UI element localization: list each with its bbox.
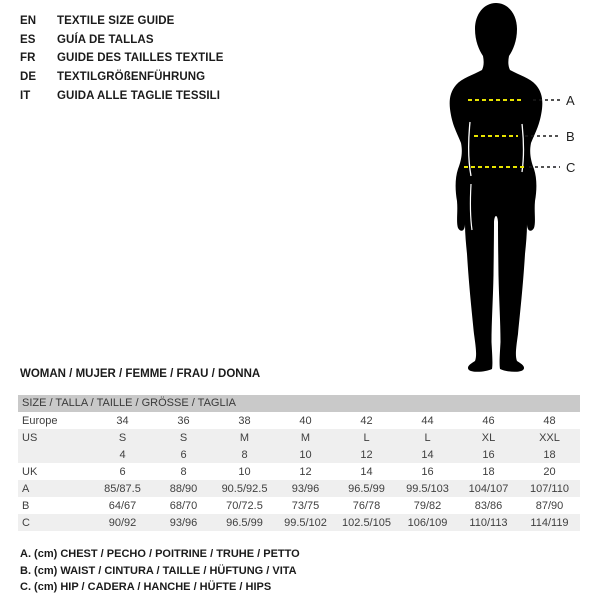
size-table — [18, 395, 580, 531]
size-value-cell: 16 — [421, 465, 434, 478]
size-value-cell: 110/113 — [469, 516, 508, 529]
size-value-cell: 34 — [116, 414, 129, 427]
guide-title: GUÍA DE TALLAS — [57, 33, 154, 46]
size-value-cell: 64/67 — [108, 499, 137, 512]
marker-label-chest: A — [566, 93, 575, 108]
size-value-cell: 12 — [360, 448, 373, 461]
size-value-cell: 99.5/103 — [406, 482, 449, 495]
table-group-title: WOMAN / MUJER / FEMME / FRAU / DONNA — [20, 368, 261, 380]
size-value-cell: 4 — [119, 448, 126, 461]
size-value-cell: XXL — [539, 431, 560, 444]
row-label: C — [22, 516, 30, 529]
guide-title: GUIDA ALLE TAGLIE TESSILI — [57, 89, 221, 102]
size-value-cell: 87/90 — [535, 499, 564, 512]
language-code: FR — [20, 52, 36, 65]
size-table-row — [18, 463, 580, 480]
size-value-cell: 114/119 — [530, 516, 569, 529]
size-value-cell: 73/75 — [291, 499, 320, 512]
size-value-cell: 8 — [241, 448, 248, 461]
size-value-cell: 36 — [177, 414, 190, 427]
size-value-cell: 76/78 — [352, 499, 381, 512]
language-code: IT — [20, 89, 31, 102]
size-value-cell: S — [179, 431, 188, 444]
size-table-row — [18, 429, 580, 446]
size-value-cell: 93/96 — [169, 516, 198, 529]
size-value-cell: 48 — [543, 414, 556, 427]
size-value-cell: 6 — [119, 465, 126, 478]
size-value-cell: 46 — [482, 414, 495, 427]
language-title-list — [20, 12, 224, 105]
size-value-cell: 90/92 — [108, 516, 137, 529]
size-value-cell: M — [300, 431, 311, 444]
marker-label-waist: B — [566, 129, 575, 144]
size-table-row — [18, 514, 580, 531]
size-value-cell: 10 — [299, 448, 312, 461]
size-value-cell: 18 — [482, 465, 495, 478]
language-row — [20, 31, 224, 50]
size-value-cell: 99.5/102 — [284, 516, 327, 529]
woman-silhouette — [450, 3, 543, 372]
legend-item-waist: B. (cm) WAIST / CINTURA / TAILLE / HÜFTUNG / VITA — [20, 564, 297, 577]
size-value-cell: 107/110 — [530, 482, 569, 495]
row-label: UK — [22, 465, 38, 478]
size-table-row — [18, 480, 580, 497]
size-value-cell: 104/107 — [468, 482, 509, 495]
guide-title: TEXTILE SIZE GUIDE — [57, 15, 175, 28]
size-value-cell: 102.5/105 — [342, 516, 391, 529]
size-value-cell: 106/109 — [407, 516, 448, 529]
language-row — [20, 68, 224, 87]
size-value-cell: 38 — [238, 414, 251, 427]
size-value-cell: 20 — [543, 465, 556, 478]
legend-item-chest: A. (cm) CHEST / PECHO / POITRINE / TRUHE / PETTO — [20, 548, 300, 560]
size-value-cell: 68/70 — [169, 499, 198, 512]
size-value-cell: 88/90 — [169, 482, 198, 495]
guide-title: TEXTILGRÖßENFÜHRUNG — [57, 71, 206, 84]
size-value-cell: 70/72.5 — [226, 499, 263, 512]
size-value-cell: 79/82 — [413, 499, 442, 512]
guide-title: GUIDE DES TAILLES TEXTILE — [57, 52, 224, 65]
row-label: B — [22, 499, 30, 512]
size-value-cell: 85/87.5 — [104, 482, 141, 495]
size-value-cell: 83/86 — [474, 499, 503, 512]
size-value-cell: L — [424, 431, 431, 444]
size-value-cell: M — [239, 431, 250, 444]
row-label: A — [22, 482, 30, 495]
language-row — [20, 86, 224, 105]
size-table-rows — [18, 412, 580, 531]
size-table-row — [18, 446, 580, 463]
size-value-cell: 96.5/99 — [226, 516, 263, 529]
size-value-cell: 96.5/99 — [348, 482, 385, 495]
size-value-cell: S — [118, 431, 127, 444]
language-code: DE — [20, 71, 37, 84]
woman-silhouette-figure — [435, 0, 600, 375]
size-value-cell: 44 — [421, 414, 434, 427]
size-value-cell: 12 — [299, 465, 312, 478]
size-value-cell: 14 — [360, 465, 373, 478]
measurement-legend — [20, 546, 300, 596]
language-row — [20, 49, 224, 68]
row-label: Europe — [22, 414, 58, 427]
language-code: ES — [20, 33, 36, 46]
size-table-row — [18, 412, 580, 429]
size-value-cell: 16 — [482, 448, 495, 461]
language-row — [20, 12, 224, 31]
size-value-cell: 14 — [421, 448, 434, 461]
size-value-cell: 42 — [360, 414, 373, 427]
marker-label-hip: C — [566, 160, 576, 175]
size-value-cell: 93/96 — [291, 482, 320, 495]
size-value-cell: 40 — [299, 414, 312, 427]
language-code: EN — [20, 15, 37, 28]
size-value-cell: 8 — [180, 465, 187, 478]
size-table-row — [18, 497, 580, 514]
size-value-cell: 6 — [180, 448, 187, 461]
legend-item-hip: C. (cm) HIP / CADERA / HANCHE / HÜFTE / HIPS — [20, 581, 272, 593]
size-value-cell: XL — [481, 431, 496, 444]
size-table-header: SIZE / TALLA / TAILLE / GRÖSSE / TAGLIA — [18, 395, 580, 412]
size-value-cell: L — [363, 431, 370, 444]
size-value-cell: 90.5/92.5 — [221, 482, 268, 495]
size-value-cell: 18 — [543, 448, 556, 461]
size-value-cell: 10 — [238, 465, 251, 478]
row-label: US — [22, 431, 38, 444]
